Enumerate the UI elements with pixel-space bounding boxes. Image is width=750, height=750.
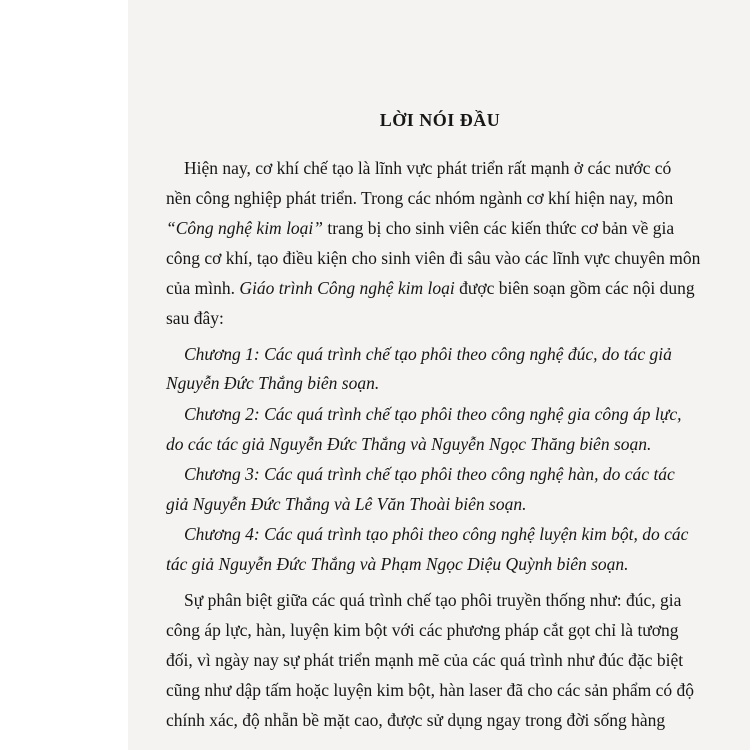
paragraph-line: nền công nghiệp phát triển. Trong các nhóm ngành cơ khí hiện nay, môn — [166, 188, 674, 208]
text-run: được biên soạn gồm các nội dung — [454, 278, 695, 298]
page-title: LỜI NÓI ĐẦU — [379, 110, 501, 130]
chapter-line: Chương 3: Các quá trình chế tạo phôi theo công nghệ hàn, do các tác — [184, 464, 675, 484]
text-run: của mình. — [166, 278, 240, 298]
paragraph-line: công áp lực, hàn, luyện kim bột với các phương pháp cắt gọt chỉ là tương — [166, 620, 679, 640]
paragraph-line: Hiện nay, cơ khí chế tạo là lĩnh vực phát triển rất mạnh ở các nước có — [184, 158, 672, 178]
book-title: Giáo trình Công nghệ kim loại — [239, 278, 455, 298]
chapter-line: Nguyễn Đức Thắng biên soạn. — [166, 373, 380, 393]
paragraph-line: cũng như dập tấm hoặc luyện kim bột, hàn laser đã cho các sản phẩm có độ — [166, 680, 694, 700]
paragraph-line: sau đây: — [166, 308, 224, 328]
text-run: trang bị cho sinh viên các kiến thức cơ bản về gia — [323, 218, 675, 238]
book-page — [128, 0, 750, 750]
chapter-line: giả Nguyễn Đức Thắng và Lê Văn Thoài biên soạn. — [166, 494, 527, 514]
paragraph-line: công cơ khí, tạo điều kiện cho sinh viên đi sâu vào các lĩnh vực chuyên môn — [166, 248, 701, 268]
book-title-quote: “Công nghệ kim loại” — [166, 218, 324, 238]
chapter-line: Chương 1: Các quá trình chế tạo phôi theo công nghệ đúc, do tác giả — [184, 344, 672, 364]
chapter-line: Chương 2: Các quá trình chế tạo phôi theo công nghệ gia công áp lực, — [184, 404, 682, 424]
bleed-through-mark — [166, 42, 726, 58]
paragraph-line — [166, 218, 674, 238]
paragraph-line: chính xác, độ nhẵn bề mặt cao, được sử dụng ngay trong đời sống hàng — [166, 710, 666, 730]
chapter-line: Chương 4: Các quá trình tạo phôi theo công nghệ luyện kim bột, do các — [184, 524, 689, 544]
chapter-line: tác giả Nguyễn Đức Thắng và Phạm Ngọc Diệu Quỳnh biên soạn. — [166, 554, 629, 574]
paragraph-line: Sự phân biệt giữa các quá trình chế tạo phôi truyền thống như: đúc, gia — [184, 590, 682, 610]
paragraph-line: đối, vì ngày nay sự phát triển mạnh mẽ của các quá trình như đúc đặc biệt — [166, 650, 684, 670]
paragraph-line — [166, 278, 695, 298]
chapter-line: do các tác giả Nguyễn Đức Thắng và Nguyễn Ngọc Thăng biên soạn. — [166, 434, 652, 454]
